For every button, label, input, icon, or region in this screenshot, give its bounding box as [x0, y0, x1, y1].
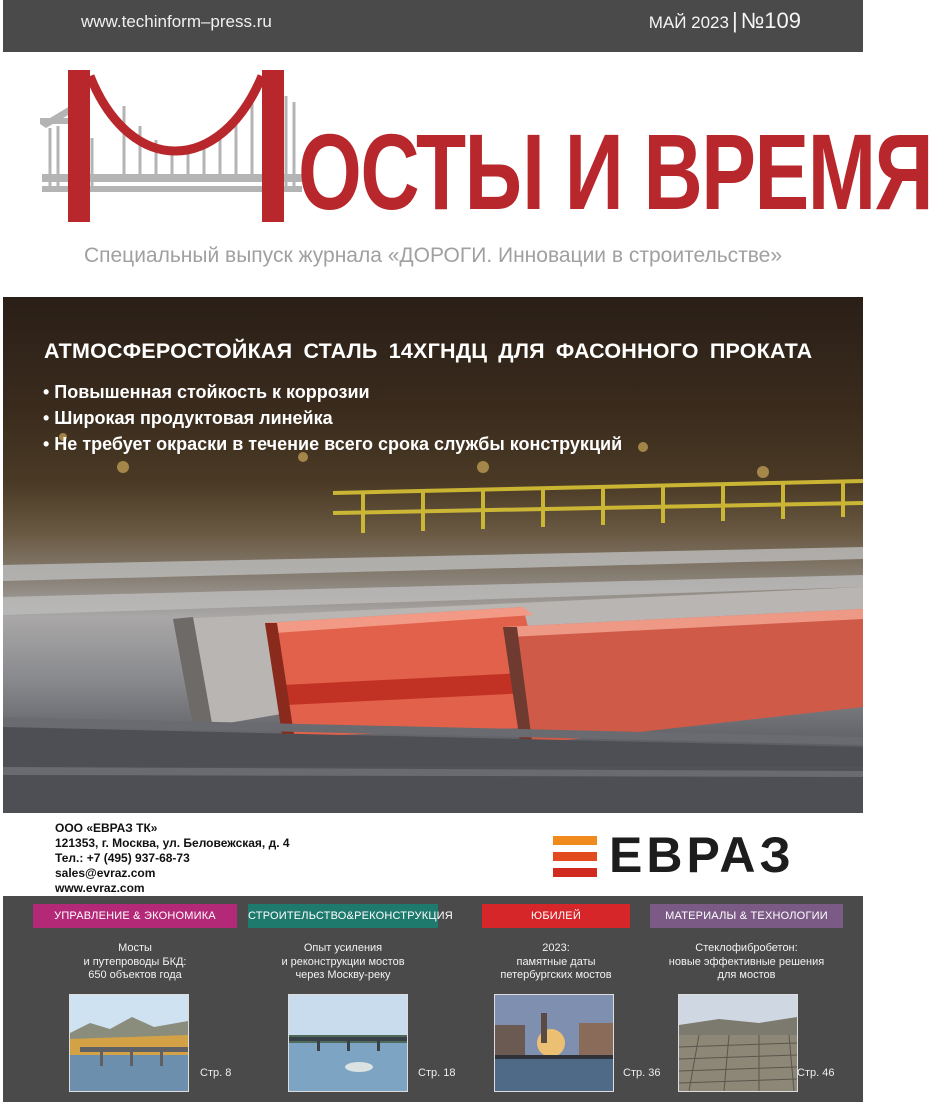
desc-line: через Москву-реку: [295, 969, 391, 981]
issue-date: МАЙ 2023: [648, 13, 729, 32]
desc-line: Мосты: [118, 942, 152, 954]
contents-strip: [3, 896, 863, 1102]
company-address: 121353, г. Москва, ул. Беловежская, д. 4: [55, 836, 290, 850]
ad-bullet: • Повышенная стойкость к коррозии: [43, 382, 370, 402]
website-url[interactable]: www.techinform–press.ru: [81, 12, 272, 31]
evraz-wordmark: ЕВРАЗ: [609, 827, 795, 883]
advertiser-contacts: [55, 821, 290, 896]
desc-line: петербургских мостов: [500, 969, 612, 981]
section-description: [650, 942, 843, 983]
hero-advertisement: [3, 297, 863, 813]
section-page: Стр. 36: [623, 1067, 661, 1079]
desc-line: 2023:: [542, 942, 570, 954]
section-category: ЮБИЛЕЙ: [482, 904, 630, 928]
section-category: УПРАВЛЕНИЕ & ЭКОНОМИКА: [33, 904, 237, 928]
ad-headline: АТМОСФЕРОСТОЙКАЯ СТАЛЬ 14ХГНДЦ ДЛЯ ФАСОННОГО ПРОКАТА: [44, 339, 813, 363]
top-bar: [3, 0, 863, 52]
section-page: Стр. 18: [418, 1067, 456, 1079]
evraz-logo: [553, 827, 823, 884]
section-description: [472, 942, 640, 983]
section-thumbnail-city[interactable]: [494, 994, 614, 1092]
section-page: Стр. 8: [200, 1067, 232, 1079]
company-website[interactable]: www.evraz.com: [55, 881, 145, 895]
section-thumbnail-bridge[interactable]: [69, 994, 189, 1092]
desc-line: и путепроводы БКД:: [83, 955, 187, 968]
company-name: ООО «ЕВРАЗ ТК»: [55, 821, 158, 835]
section-page: Стр. 46: [797, 1067, 835, 1079]
desc-line: новые эффективные решения: [668, 955, 825, 968]
issue-separator: |: [731, 8, 738, 33]
issue-number: №109: [740, 8, 801, 33]
desc-line: и реконструкции мостов: [281, 955, 405, 968]
steel-beams-illustration: [3, 297, 863, 813]
company-email[interactable]: sales@evraz.com: [55, 866, 156, 880]
issue-info: [649, 8, 801, 34]
desc-line: Опыт усиления: [303, 942, 383, 954]
ad-bullet-list: [43, 379, 622, 457]
ad-bullet: • Не требует окраски в течение всего срока службы конструкций: [43, 434, 623, 454]
section-thumbnail-bridge[interactable]: [288, 994, 408, 1092]
desc-line: памятные даты: [516, 955, 596, 968]
masthead-title: ОСТЫ И ВРЕМЯ: [298, 111, 932, 232]
section-description: [33, 942, 237, 983]
company-phone: Тел.: +7 (495) 937-68-73: [55, 851, 190, 865]
desc-line: для мостов: [717, 969, 776, 981]
section-category: СТРОИТЕЛЬСТВО&РЕКОНСТРУКЦИЯ: [248, 904, 438, 928]
desc-line: Стеклофибробетон:: [695, 942, 798, 954]
section-thumbnail-construction[interactable]: [678, 994, 798, 1092]
masthead-subtitle: Специальный выпуск журнала «ДОРОГИ. Инновации в строительстве»: [83, 244, 783, 267]
desc-line: 650 объектов года: [88, 969, 182, 981]
ad-bullet: • Широкая продуктовая линейка: [43, 408, 333, 428]
section-description: [248, 942, 438, 983]
section-category: МАТЕРИАЛЫ & ТЕХНОЛОГИИ: [650, 904, 843, 928]
